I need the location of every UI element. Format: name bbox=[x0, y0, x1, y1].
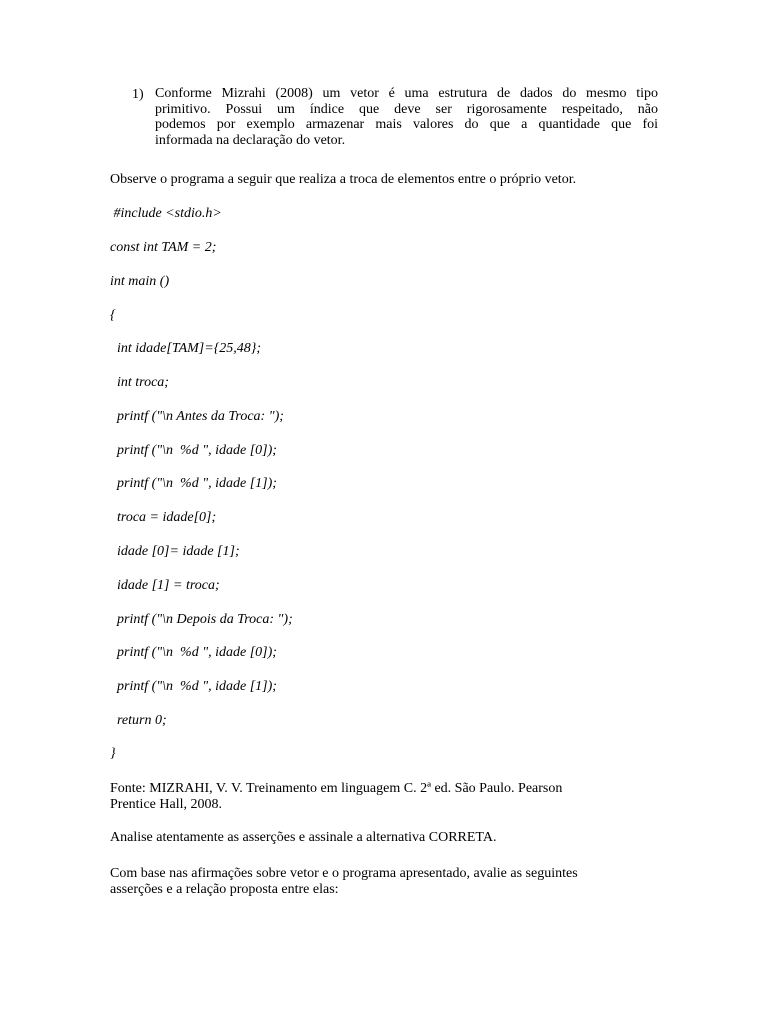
code-line: return 0; bbox=[110, 713, 167, 728]
question-number: 1) bbox=[132, 87, 144, 102]
code-line: printf ("\n %d ", idade [1]); bbox=[110, 476, 277, 491]
code-line: printf ("\n Depois da Troca: "); bbox=[110, 612, 293, 627]
code-line: const int TAM = 2; bbox=[110, 240, 217, 255]
question-line: podemos por exemplo armazenar mais valores do que a quantidade que foi bbox=[155, 117, 658, 132]
question-line: primitivo. Possui um índice que deve ser rigorosamente respeitado, não bbox=[155, 101, 658, 117]
source-citation bbox=[110, 781, 650, 813]
code-line: } bbox=[110, 746, 116, 761]
closing-paragraph bbox=[110, 866, 650, 898]
closing-line: Com base nas afirmações sobre vetor e o programa apresentado, avalie as seguintes bbox=[110, 866, 578, 881]
code-line: int idade[TAM]={25,48}; bbox=[110, 341, 262, 356]
code-line: idade [0]= idade [1]; bbox=[110, 544, 240, 559]
question-text bbox=[155, 86, 658, 148]
code-line: idade [1] = troca; bbox=[110, 578, 220, 593]
source-line: Prentice Hall, 2008. bbox=[110, 797, 222, 812]
code-line: troca = idade[0]; bbox=[110, 510, 217, 525]
code-line: int main () bbox=[110, 274, 170, 289]
question-line: informada na declaração do vetor. bbox=[155, 132, 346, 148]
code-line: int troca; bbox=[110, 375, 169, 390]
code-line: printf ("\n %d ", idade [0]); bbox=[110, 443, 277, 458]
code-line: #include <stdio.h> bbox=[110, 206, 222, 221]
instruction-paragraph: Analise atentamente as asserções e assinale a alternativa CORRETA. bbox=[110, 830, 497, 845]
closing-line: asserções e a relação proposta entre elas: bbox=[110, 882, 339, 897]
code-line: printf ("\n %d ", idade [0]); bbox=[110, 645, 277, 660]
code-line: printf ("\n Antes da Troca: "); bbox=[110, 409, 284, 424]
code-line: printf ("\n %d ", idade [1]); bbox=[110, 679, 277, 694]
intro-paragraph: Observe o programa a seguir que realiza a troca de elementos entre o próprio vetor. bbox=[110, 172, 577, 187]
code-line: { bbox=[110, 308, 116, 323]
question-line: Conforme Mizrahi (2008) um vetor é uma estrutura de dados do mesmo tipo bbox=[155, 86, 658, 101]
source-line: Fonte: MIZRAHI, V. V. Treinamento em linguagem C. 2ª ed. São Paulo. Pearson bbox=[110, 781, 563, 796]
